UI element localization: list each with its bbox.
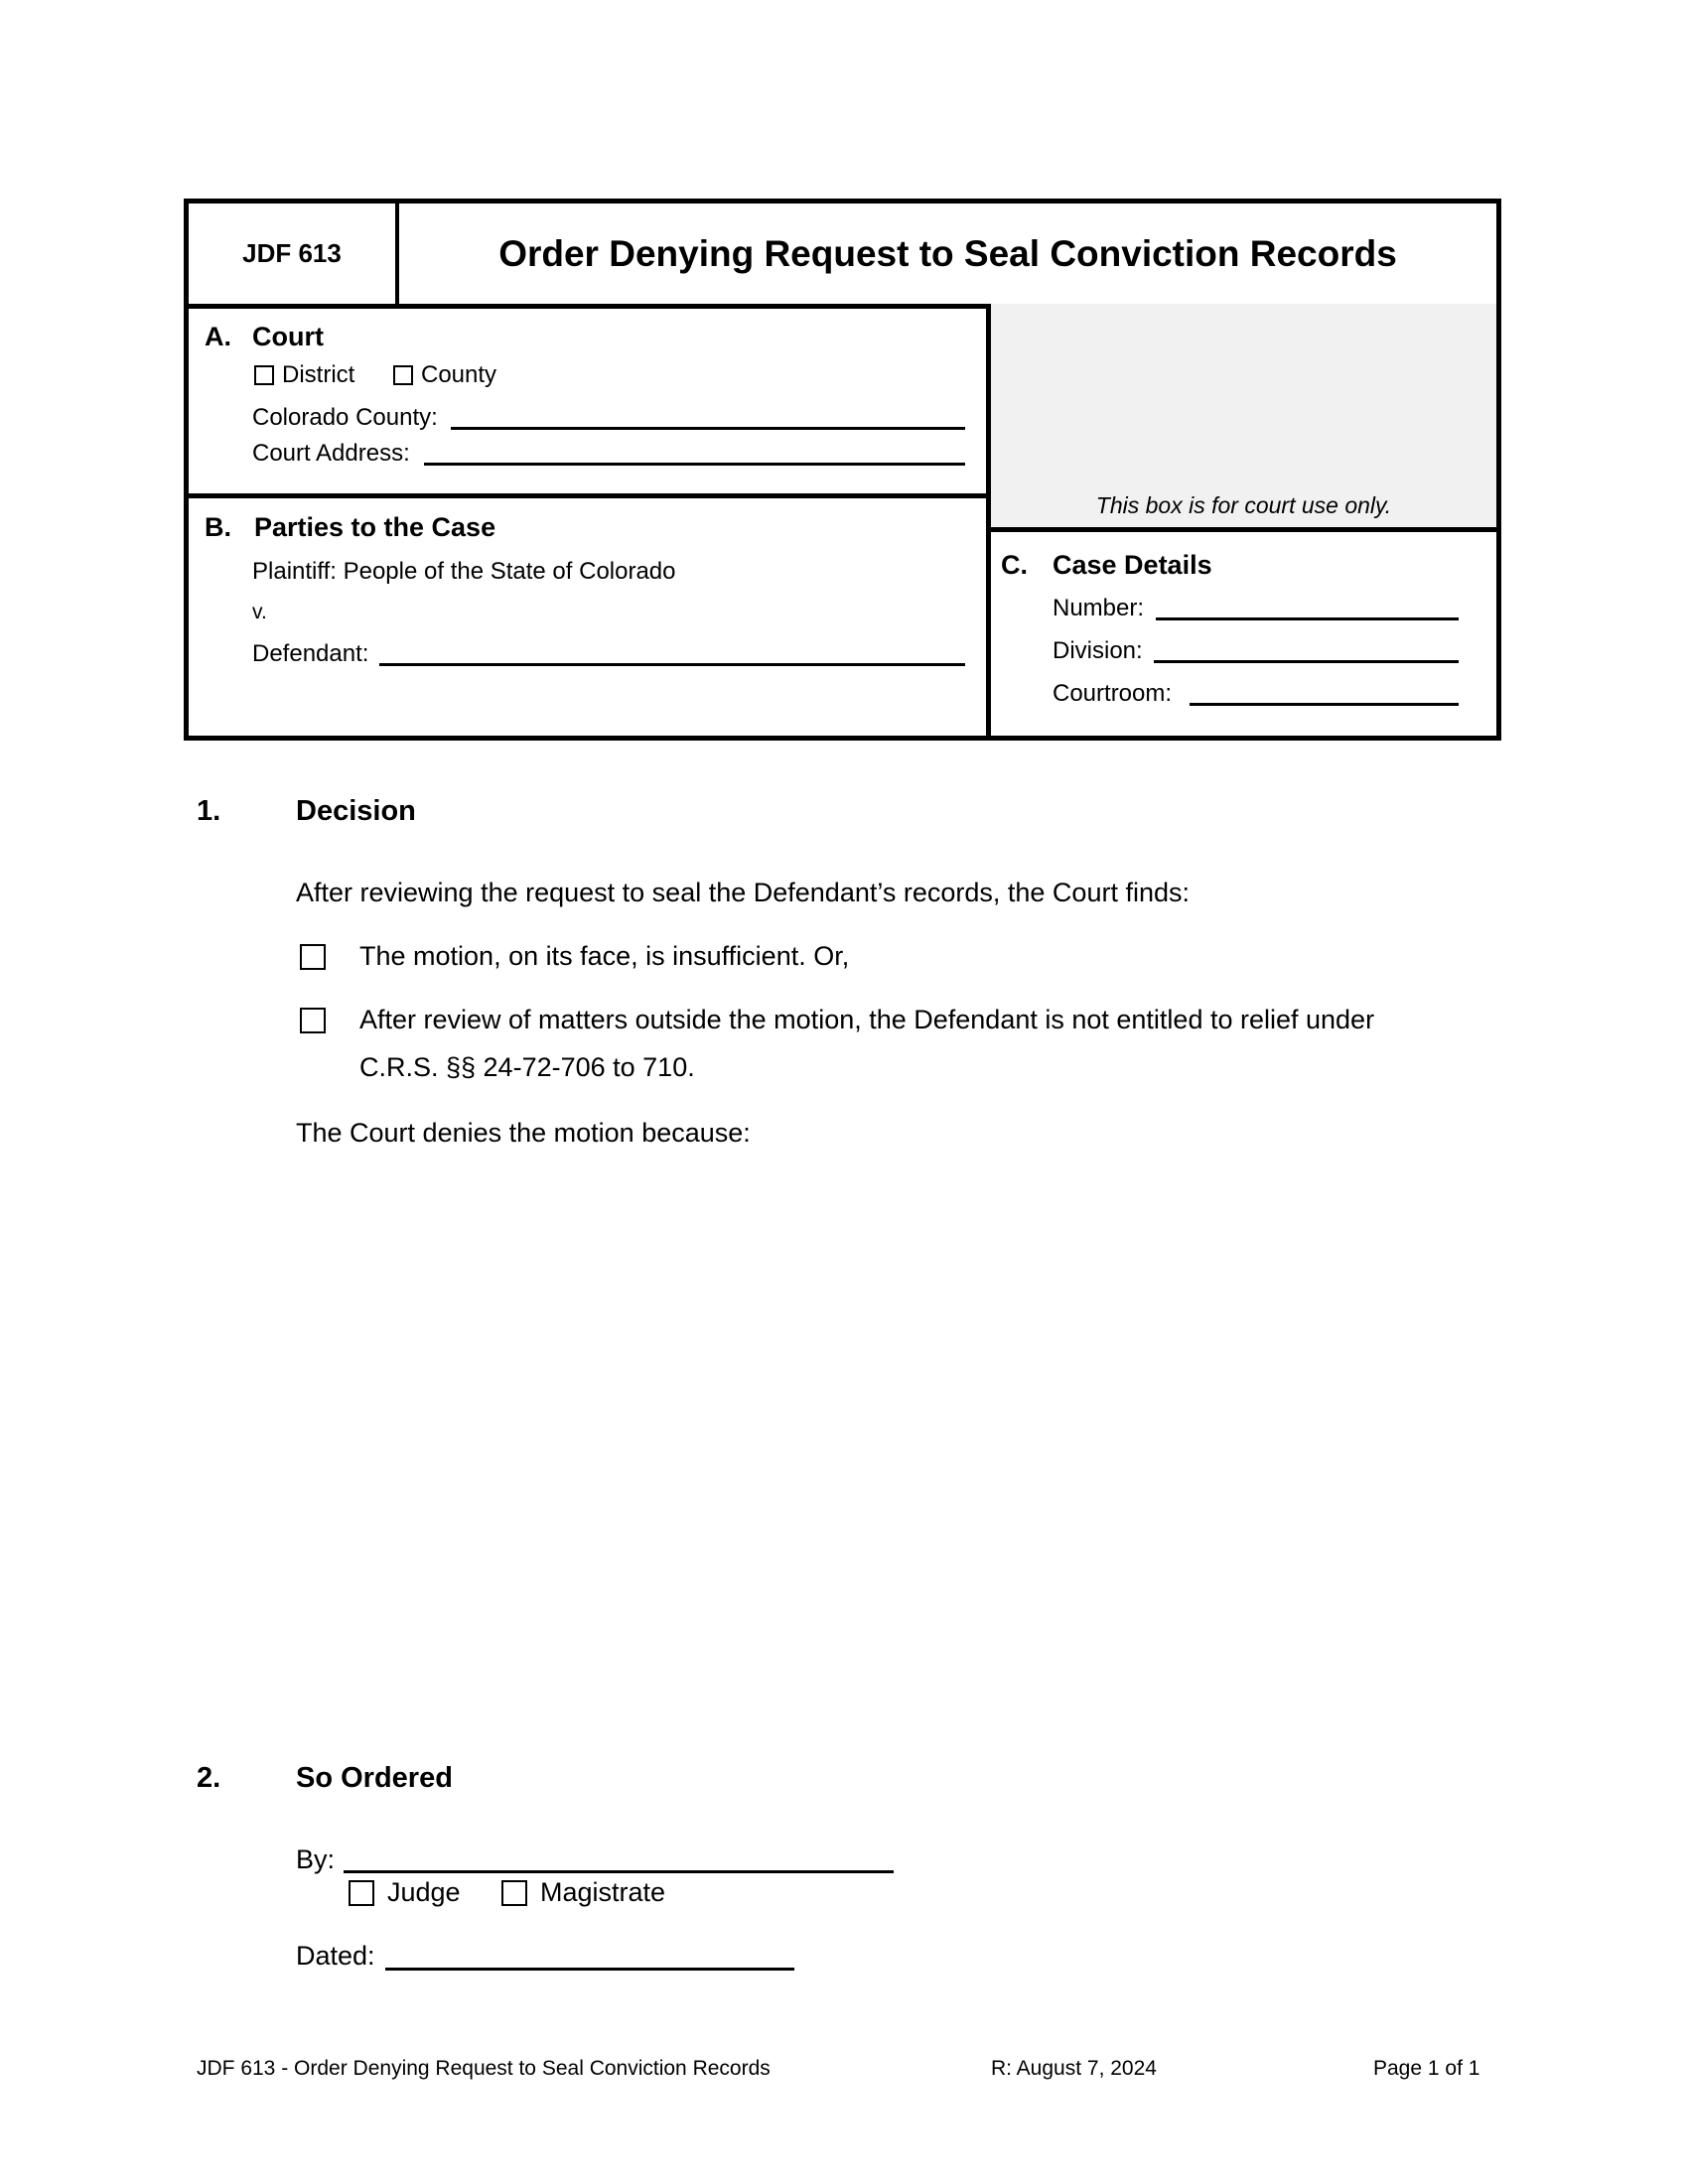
case-number-label: Number: <box>1053 595 1145 621</box>
plaintiff-text: Plaintiff: People of the State of Colorado <box>252 558 676 585</box>
county-label: County <box>421 361 497 388</box>
section-case-details <box>991 532 1496 736</box>
magistrate-checkbox[interactable] <box>501 1880 527 1906</box>
by-label: By: <box>296 1844 336 1874</box>
county-checkbox[interactable] <box>393 365 413 385</box>
denial-reason-label: The Court denies the motion because: <box>296 1118 751 1148</box>
division-field[interactable] <box>1154 660 1459 663</box>
section-c-title: Case Details <box>1053 550 1212 580</box>
not-entitled-option: After review of matters outside the motion, the Defendant is not entitled to relief under <box>359 1005 1375 1034</box>
dated-label: Dated: <box>296 1941 375 1971</box>
form-id: JDF 613 <box>189 204 399 304</box>
section-c-letter: C. <box>1001 550 1028 580</box>
judge-checkbox[interactable] <box>349 1880 374 1906</box>
division-label: Division: <box>1053 637 1143 664</box>
district-checkbox[interactable] <box>254 365 274 385</box>
case-number-field[interactable] <box>1156 617 1459 620</box>
courtroom-label: Courtroom: <box>1053 680 1173 707</box>
dated-field[interactable] <box>385 1968 794 1971</box>
district-label: District <box>282 361 355 388</box>
insufficient-checkbox[interactable] <box>300 944 326 970</box>
decision-intro: After reviewing the request to seal the Defendant’s records, the Court finds: <box>296 878 1190 907</box>
colorado-county-label: Colorado County: <box>252 404 438 431</box>
court-use-box <box>991 304 1496 532</box>
not-entitled-statute: C.R.S. §§ 24-72-706 to 710. <box>359 1052 695 1082</box>
section-b-letter: B. <box>205 512 231 542</box>
magistrate-label: Magistrate <box>540 1877 666 1907</box>
colorado-county-field[interactable] <box>451 427 965 430</box>
court-use-note: This box is for court use only. <box>1095 492 1392 518</box>
left-column <box>189 304 991 736</box>
right-column <box>991 304 1496 736</box>
decision-heading: Decision <box>296 795 416 827</box>
signature-field[interactable] <box>344 1870 894 1873</box>
judge-label: Judge <box>387 1877 461 1907</box>
section-b-title: Parties to the Case <box>254 512 496 542</box>
section-a-letter: A. <box>205 322 231 351</box>
title-row <box>189 204 1496 309</box>
so-ordered-number: 2. <box>197 1762 221 1794</box>
form-title: Order Denying Request to Seal Conviction Records <box>498 232 1397 274</box>
defendant-label: Defendant: <box>252 640 369 667</box>
section-court <box>189 304 986 498</box>
defendant-field[interactable] <box>379 663 965 666</box>
section-parties <box>189 498 986 736</box>
court-address-label: Court Address: <box>252 440 410 467</box>
footer-revision: R: August 7, 2024 <box>991 2057 1157 2080</box>
insufficient-option: The motion, on its face, is insufficient. Or, <box>359 941 850 971</box>
footer-page: Page 1 of 1 <box>1373 2057 1480 2080</box>
denial-reason-area[interactable] <box>296 1161 1408 1717</box>
footer-title: JDF 613 - Order Denying Request to Seal Conviction Records <box>197 2057 771 2080</box>
section-a-title: Court <box>252 322 324 351</box>
court-address-field[interactable] <box>424 463 965 466</box>
not-entitled-checkbox[interactable] <box>300 1008 326 1033</box>
versus-text: v. <box>252 601 267 623</box>
so-ordered-heading: So Ordered <box>296 1762 453 1794</box>
courtroom-field[interactable] <box>1190 703 1459 706</box>
decision-number: 1. <box>197 795 221 827</box>
form-header-box <box>184 199 1501 741</box>
